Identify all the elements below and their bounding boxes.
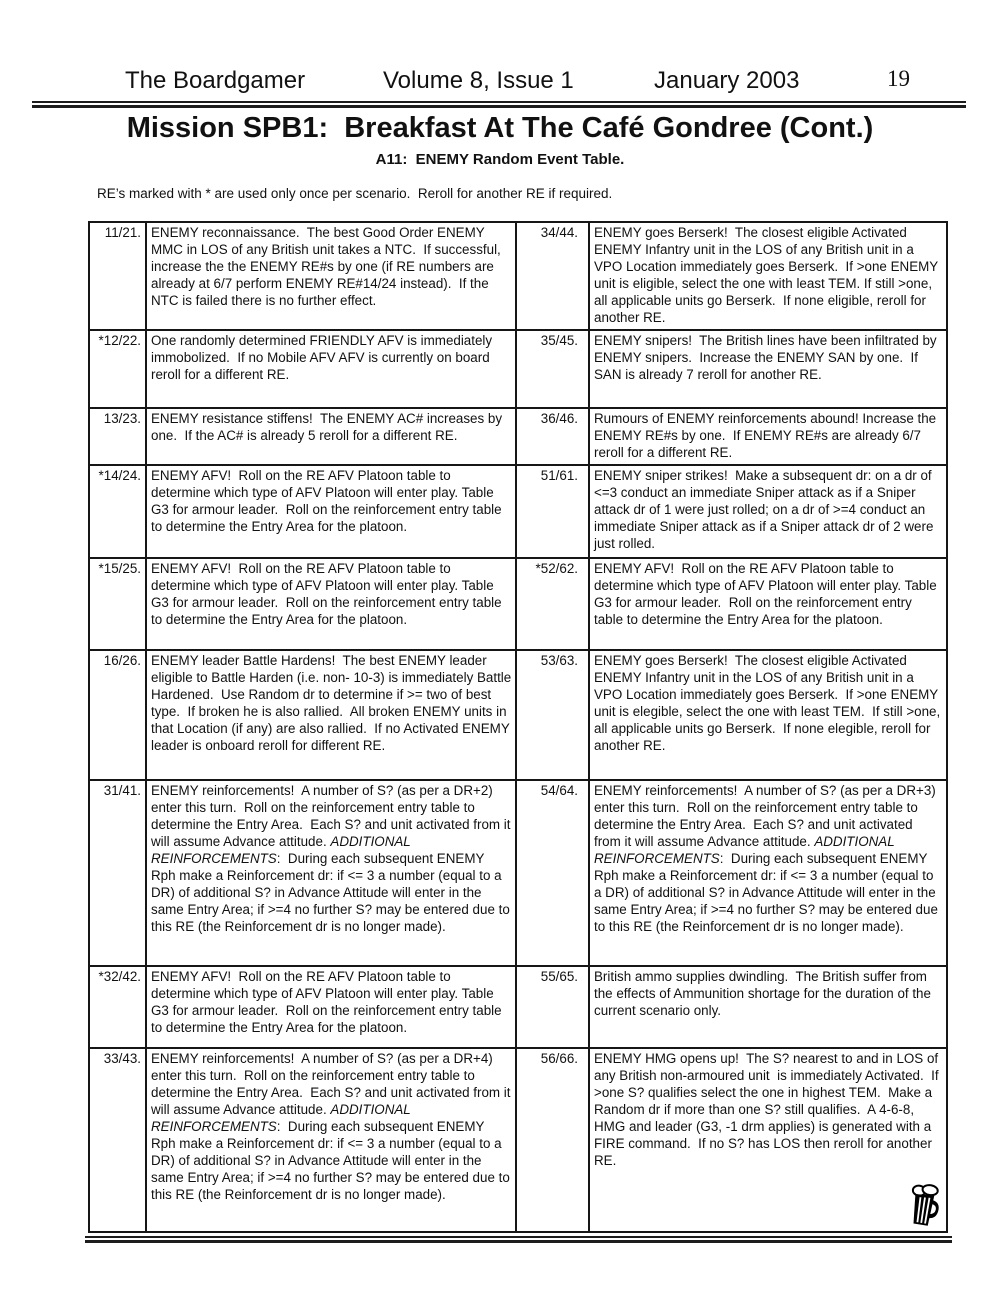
table-row	[89, 780, 947, 966]
issue-date: January 2003	[654, 67, 800, 94]
event-text: ENEMY leader Battle Hardens! The best ENEMY leader eligible to Battle Harden (i.e. non- 10-3) is immediately Battle Hardened. Use Random dr to determine if >= two of best type. If broken he is also rallied. All broken ENEMY units in that Location (if any) are also rallied. If no Activated ENEMY leader is onboard reroll for different RE.	[146, 650, 516, 780]
random-event-table	[88, 221, 948, 1233]
event-number: 55/65.	[516, 966, 589, 1048]
event-text: Rumours of ENEMY reinforcements abound! Increase the ENEMY RE#s by one. If ENEMY RE#s are already 6/7 reroll for a different RE.	[589, 408, 947, 465]
event-text: ENEMY reinforcements! A number of S? (as per a DR+4) enter this turn. Roll on the reinforcement entry table to determine the Entry Area. Each S? and unit activated from it will assume Advance attitude. ADDITIONAL REINFORCEMENTS: During each subsequent ENEMY Rph make a Reinforcement dr: if <= 3 a number (equal to a DR) of additional S? in Advance Attitude will enter in the same Entry Area; if >=4 no further S? may be entered due to this RE (the Reinforcement dr is no longer made).	[146, 1048, 516, 1232]
event-number: 35/45.	[516, 330, 589, 408]
table-row	[89, 966, 947, 1048]
volume-issue: Volume 8, Issue 1	[383, 67, 574, 94]
event-number: *52/62.	[516, 558, 589, 650]
event-text: ENEMY reinforcements! A number of S? (as per a DR+3) enter this turn. Roll on the reinforcement entry table to determine the Entry Area. Each S? and unit activated from it will assume Advance attitude. ADDITIONAL REINFORCEMENTS: During each subsequent ENEMY Rph make a Reinforcement dr: if <= 3 a number (equal to a DR) of additional S? in Advance Attitude will enter in the same Entry Area; if >=4 no further S? may be entered due to this RE (the Reinforcement dr is no longer made).	[589, 780, 947, 966]
event-text: ENEMY AFV! Roll on the RE AFV Platoon table to determine which type of AFV Platoon will enter play. Table G3 for armour leader. Roll on the reinforcement entry table to determine the Entry Area for the platoon.	[146, 558, 516, 650]
event-number: 11/21.	[89, 222, 146, 330]
header-divider	[32, 101, 966, 108]
table-caption: A11: ENEMY Random Event Table.	[375, 151, 625, 168]
event-number: 34/44.	[516, 222, 589, 330]
magazine-title: The Boardgamer	[125, 67, 306, 94]
table-row	[89, 1048, 947, 1232]
footer-divider	[85, 1236, 952, 1243]
event-text: ENEMY AFV! Roll on the RE AFV Platoon table to determine which type of AFV Platoon will enter play. Table G3 for armour leader. Roll on the reinforcement entry table to determine the Entry Area for the platoon.	[146, 966, 516, 1048]
event-number: 16/26.	[89, 650, 146, 780]
event-text: ENEMY resistance stiffens! The ENEMY AC# increases by one. If the AC# is already 5 reroll for a different RE.	[146, 408, 516, 465]
event-text: ENEMY reinforcements! A number of S? (as per a DR+2) enter this turn. Roll on the reinforcement entry table to determine the Entry Area. Each S? and unit activated from it will assume Advance attitude. ADDITIONAL REINFORCEMENTS: During each subsequent ENEMY Rph make a Reinforcement dr: if <= 3 a number (equal to a DR) of additional S? in Advance Attitude will enter in the same Entry Area; if >=4 no further S? may be entered due to this RE (the Reinforcement dr is no longer made).	[146, 780, 516, 966]
event-number: 13/23.	[89, 408, 146, 465]
event-text: ENEMY HMG opens up! The S? nearest to and in LOS of any British non-armoured unit is immediately Activated. If >one S? qualifies select the one in highest TEM. Make a Random dr if more than one S? still qualifies. A 4-6-8, HMG and leader (G3, -1 drm applies) is generated with a FIRE command. If no S? has LOS then reroll for another RE.	[589, 1048, 947, 1232]
table-row	[89, 222, 947, 330]
event-text: ENEMY AFV! Roll on the RE AFV Platoon table to determine which type of AFV Platoon will enter play. Table G3 for armour leader. Roll on the reinforcement entry table to determine the Entry Area for the platoon.	[146, 465, 516, 558]
event-text: ENEMY reconnaissance. The best Good Order ENEMY MMC in LOS of any British unit takes a NTC. If successful, increase the the ENEMY RE#s by one (if RE numbers are already at 6/7 perform ENEMY RE#14/24 instead). If the NTC is failed there is no further effect.	[146, 222, 516, 330]
event-number: 51/61.	[516, 465, 589, 558]
beer-mug-icon	[906, 1183, 942, 1229]
article-title: Mission SPB1: Breakfast At The Café Gondree (Cont.)	[126, 112, 874, 144]
event-text: ENEMY sniper strikes! Make a subsequent dr: on a dr of <=3 conduct an immediate Sniper attack as if a Sniper attack dr of 1 were just rolled; on a dr of >=4 conduct an immediate Sniper attack as if a Sniper attack dr of 2 were just rolled.	[589, 465, 947, 558]
page-number: 19	[887, 66, 910, 91]
event-number: 54/64.	[516, 780, 589, 966]
event-number: *32/42.	[89, 966, 146, 1048]
event-text: ENEMY snipers! The British lines have been infiltrated by ENEMY snipers. Increase the ENEMY SAN by one. If SAN is already 7 reroll for another RE.	[589, 330, 947, 408]
table-row	[89, 650, 947, 780]
event-number: 31/41.	[89, 780, 146, 966]
event-text: ENEMY AFV! Roll on the RE AFV Platoon table to determine which type of AFV Platoon will enter play. Table G3 for armour leader. Roll on the reinforcement entry table to determine the Entry Area for the platoon.	[589, 558, 947, 650]
event-text: ENEMY goes Berserk! The closest eligible Activated ENEMY Infantry unit in the LOS of any British unit in a VPO Location immediately goes Berserk. If >one ENEMY unit is elegible, select the one with least TEM. If still >one, all applicable units go Berserk. If none elegible, reroll for another RE.	[589, 650, 947, 780]
event-table-body	[89, 222, 947, 1232]
event-number: 33/43.	[89, 1048, 146, 1232]
table-row	[89, 558, 947, 650]
usage-note: RE’s marked with * are used only once per scenario. Reroll for another RE if required.	[97, 186, 613, 201]
event-number: *12/22.	[89, 330, 146, 408]
table-row	[89, 465, 947, 558]
table-row	[89, 408, 947, 465]
event-number: *15/25.	[89, 558, 146, 650]
event-number: 56/66.	[516, 1048, 589, 1232]
event-text: One randomly determined FRIENDLY AFV is immediately immobolized. If no Mobile AFV AFV is currently on board reroll for a different RE.	[146, 330, 516, 408]
event-text: British ammo supplies dwindling. The British suffer from the effects of Ammunition shortage for the duration of the current scenario only.	[589, 966, 947, 1048]
event-text: ENEMY goes Berserk! The closest eligible Activated ENEMY Infantry unit in the LOS of any British unit in a VPO Location immediately goes Berserk. If >one ENEMY unit is eligible, select the one with least TEM. If still >one, all applicable units go Berserk. If none eligible, reroll for another RE.	[589, 222, 947, 330]
table-row	[89, 330, 947, 408]
event-number: 53/63.	[516, 650, 589, 780]
event-number: 36/46.	[516, 408, 589, 465]
event-number: *14/24.	[89, 465, 146, 558]
